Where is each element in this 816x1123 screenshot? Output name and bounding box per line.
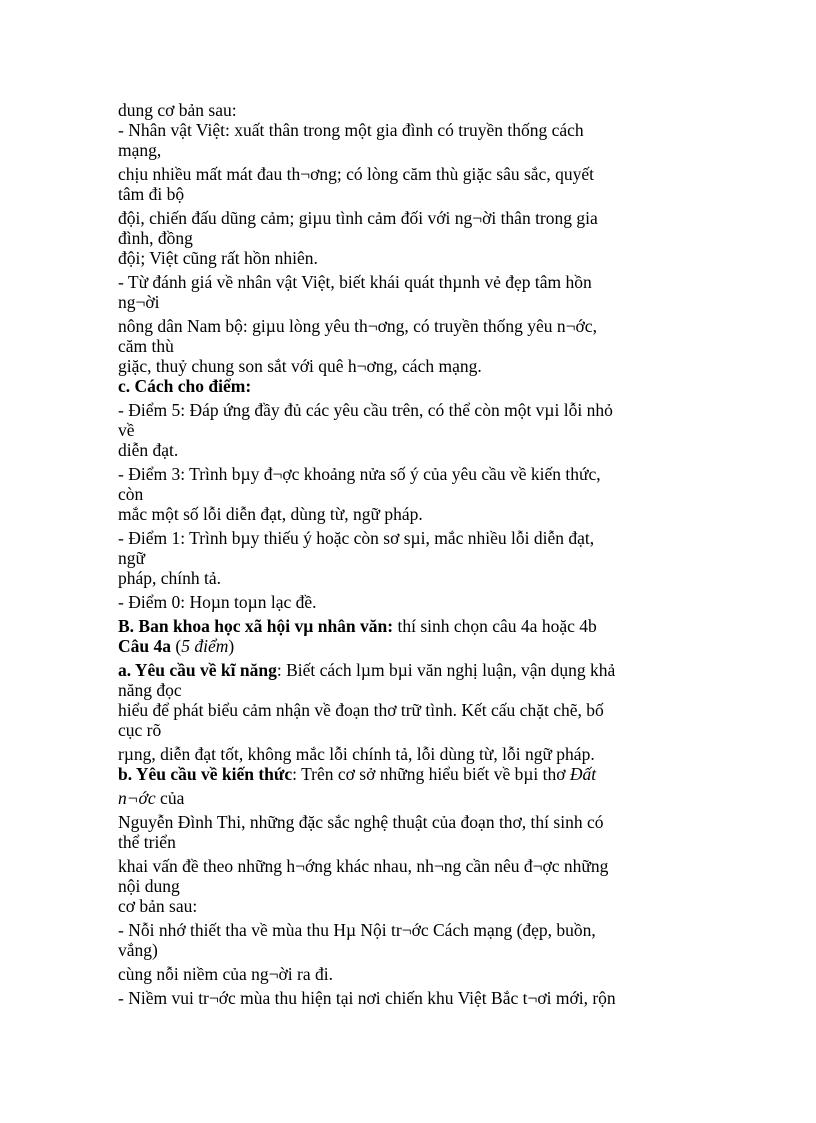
text-line bbox=[118, 548, 698, 568]
text-line bbox=[118, 420, 698, 440]
text-line bbox=[118, 788, 698, 808]
bold-text: a. Yêu cầu về kĩ năng bbox=[118, 660, 277, 680]
text-line bbox=[118, 504, 698, 524]
text-run: giặc, thuỷ chung son sắt với quê h¬ơng, cách mạng. bbox=[118, 356, 482, 376]
text-run: : Trên cơ sở những hiểu biết về bµi thơ bbox=[292, 764, 570, 784]
text-run: - Nỗi nhớ thiết tha về mùa thu Hµ Nội tr¬ớc Cách mạng (đẹp, buồn, bbox=[118, 920, 596, 940]
text-line bbox=[118, 812, 698, 832]
text-line bbox=[118, 988, 698, 1008]
text-line bbox=[118, 208, 698, 228]
text-run: mắc một số lỗi diễn đạt, dùng từ, ngữ pháp. bbox=[118, 504, 423, 524]
text-line bbox=[118, 100, 698, 120]
text-line bbox=[118, 660, 698, 680]
text-line bbox=[118, 856, 698, 876]
text-run: ( bbox=[171, 636, 182, 656]
text-line bbox=[118, 356, 698, 376]
text-run: pháp, chính tả. bbox=[118, 568, 222, 588]
bold-text: B. Ban khoa học xã hội vµ nhân văn: bbox=[118, 616, 394, 636]
text-line bbox=[118, 228, 698, 248]
text-run: - Niềm vui tr¬ớc mùa thu hiện tại nơi chiến khu Việt Bắc t¬ơi mới, rộn bbox=[118, 988, 616, 1008]
text-run: thí sinh chọn câu 4a hoặc 4b bbox=[393, 616, 597, 636]
text-line bbox=[118, 440, 698, 460]
text-run: - Từ đánh giá về nhân vật Việt, biết khái quát thµnh vẻ đẹp tâm hồn bbox=[118, 272, 592, 292]
text-line bbox=[118, 336, 698, 356]
text-run: chịu nhiều mất mát đau th¬ơng; có lòng căm thù giặc sâu sắc, quyết bbox=[118, 164, 594, 184]
text-line bbox=[118, 616, 698, 636]
text-run: đội, chiến đấu dũng cảm; giµu tình cảm đối với ng¬ời thân trong gia bbox=[118, 208, 598, 228]
text-run: : Biết cách lµm bµi văn nghị luận, vận dụng khả bbox=[276, 660, 616, 680]
text-line bbox=[118, 940, 698, 960]
text-line bbox=[118, 376, 698, 396]
text-line bbox=[118, 140, 698, 160]
text-line bbox=[118, 744, 698, 764]
text-run: cơ bản sau: bbox=[118, 896, 198, 916]
text-line bbox=[118, 464, 698, 484]
text-line bbox=[118, 832, 698, 852]
text-run: ngữ bbox=[118, 548, 145, 568]
text-line bbox=[118, 164, 698, 184]
text-run: thể triển bbox=[118, 832, 176, 852]
text-line bbox=[118, 272, 698, 292]
text-run: - Điểm 5: Đáp ứng đầy đủ các yêu cầu trên, có thể còn một vµi lỗi nhỏ bbox=[118, 400, 613, 420]
text-run: rµng, diễn đạt tốt, không mắc lỗi chính tả, lỗi dùng từ, lỗi ngữ pháp. bbox=[118, 744, 595, 764]
text-run: căm thù bbox=[118, 336, 174, 356]
text-line bbox=[118, 484, 698, 504]
text-run: khai vấn đề theo những h¬ớng khác nhau, nh¬ng cần nêu đ¬ợc những bbox=[118, 856, 609, 876]
text-run: - Điểm 3: Trình bµy đ¬ợc khoảng nửa số ý của yêu cầu về kiến thức, bbox=[118, 464, 601, 484]
document-body bbox=[118, 100, 698, 1008]
text-run: ng¬ời bbox=[118, 292, 160, 312]
bold-text: Câu 4a bbox=[118, 636, 171, 656]
text-run: Nguyễn Đình Thi, những đặc sắc nghệ thuật của đoạn thơ, thí sinh có bbox=[118, 812, 604, 832]
text-line bbox=[118, 700, 698, 720]
text-line bbox=[118, 720, 698, 740]
text-line bbox=[118, 636, 698, 656]
text-line bbox=[118, 680, 698, 700]
text-line bbox=[118, 400, 698, 420]
text-line bbox=[118, 316, 698, 336]
text-line bbox=[118, 568, 698, 588]
text-run: vắng) bbox=[118, 940, 158, 960]
text-run: nông dân Nam bộ: giµu lòng yêu th¬ơng, có truyền thống yêu n¬ớc, bbox=[118, 316, 597, 336]
text-run: của bbox=[155, 788, 185, 808]
text-run: ) bbox=[228, 636, 235, 656]
text-run: cục rõ bbox=[118, 720, 162, 740]
text-run: - Điểm 0: Hoµn toµn lạc đề. bbox=[118, 592, 317, 612]
text-run: diễn đạt. bbox=[118, 440, 179, 460]
text-line bbox=[118, 876, 698, 896]
text-line bbox=[118, 592, 698, 612]
text-run: dung cơ bản sau: bbox=[118, 100, 237, 120]
text-line bbox=[118, 292, 698, 312]
text-run: năng đọc bbox=[118, 680, 182, 700]
text-run: còn bbox=[118, 484, 144, 504]
italic-text: Đất bbox=[569, 764, 597, 784]
text-run: đội; Việt cũng rất hồn nhiên. bbox=[118, 248, 318, 268]
text-run: nội dung bbox=[118, 876, 180, 896]
text-line bbox=[118, 920, 698, 940]
section-heading: c. Cách cho điểm: bbox=[118, 376, 252, 396]
text-line bbox=[118, 528, 698, 548]
text-line bbox=[118, 964, 698, 984]
text-run: mạng, bbox=[118, 140, 162, 160]
text-line bbox=[118, 896, 698, 916]
text-run: - Nhân vật Việt: xuất thân trong một gia đình có truyền thống cách bbox=[118, 120, 584, 140]
text-run: về bbox=[118, 420, 135, 440]
text-run: hiểu để phát biểu cảm nhận về đoạn thơ trữ tình. Kết cấu chặt chẽ, bố bbox=[118, 700, 604, 720]
text-run: tâm đi bộ bbox=[118, 184, 185, 204]
bold-text: b. Yêu cầu về kiến thức bbox=[118, 764, 293, 784]
text-line bbox=[118, 248, 698, 268]
text-line bbox=[118, 120, 698, 140]
text-run: - Điểm 1: Trình bµy thiếu ý hoặc còn sơ sµi, mắc nhiều lỗi diễn đạt, bbox=[118, 528, 595, 548]
text-line bbox=[118, 184, 698, 204]
italic-text: 5 điểm bbox=[181, 636, 229, 656]
text-run: cùng nỗi niềm của ng¬ời ra đi. bbox=[118, 964, 333, 984]
italic-text: n¬ớc bbox=[118, 788, 156, 808]
text-run: đình, đồng bbox=[118, 228, 193, 248]
text-line bbox=[118, 764, 698, 784]
